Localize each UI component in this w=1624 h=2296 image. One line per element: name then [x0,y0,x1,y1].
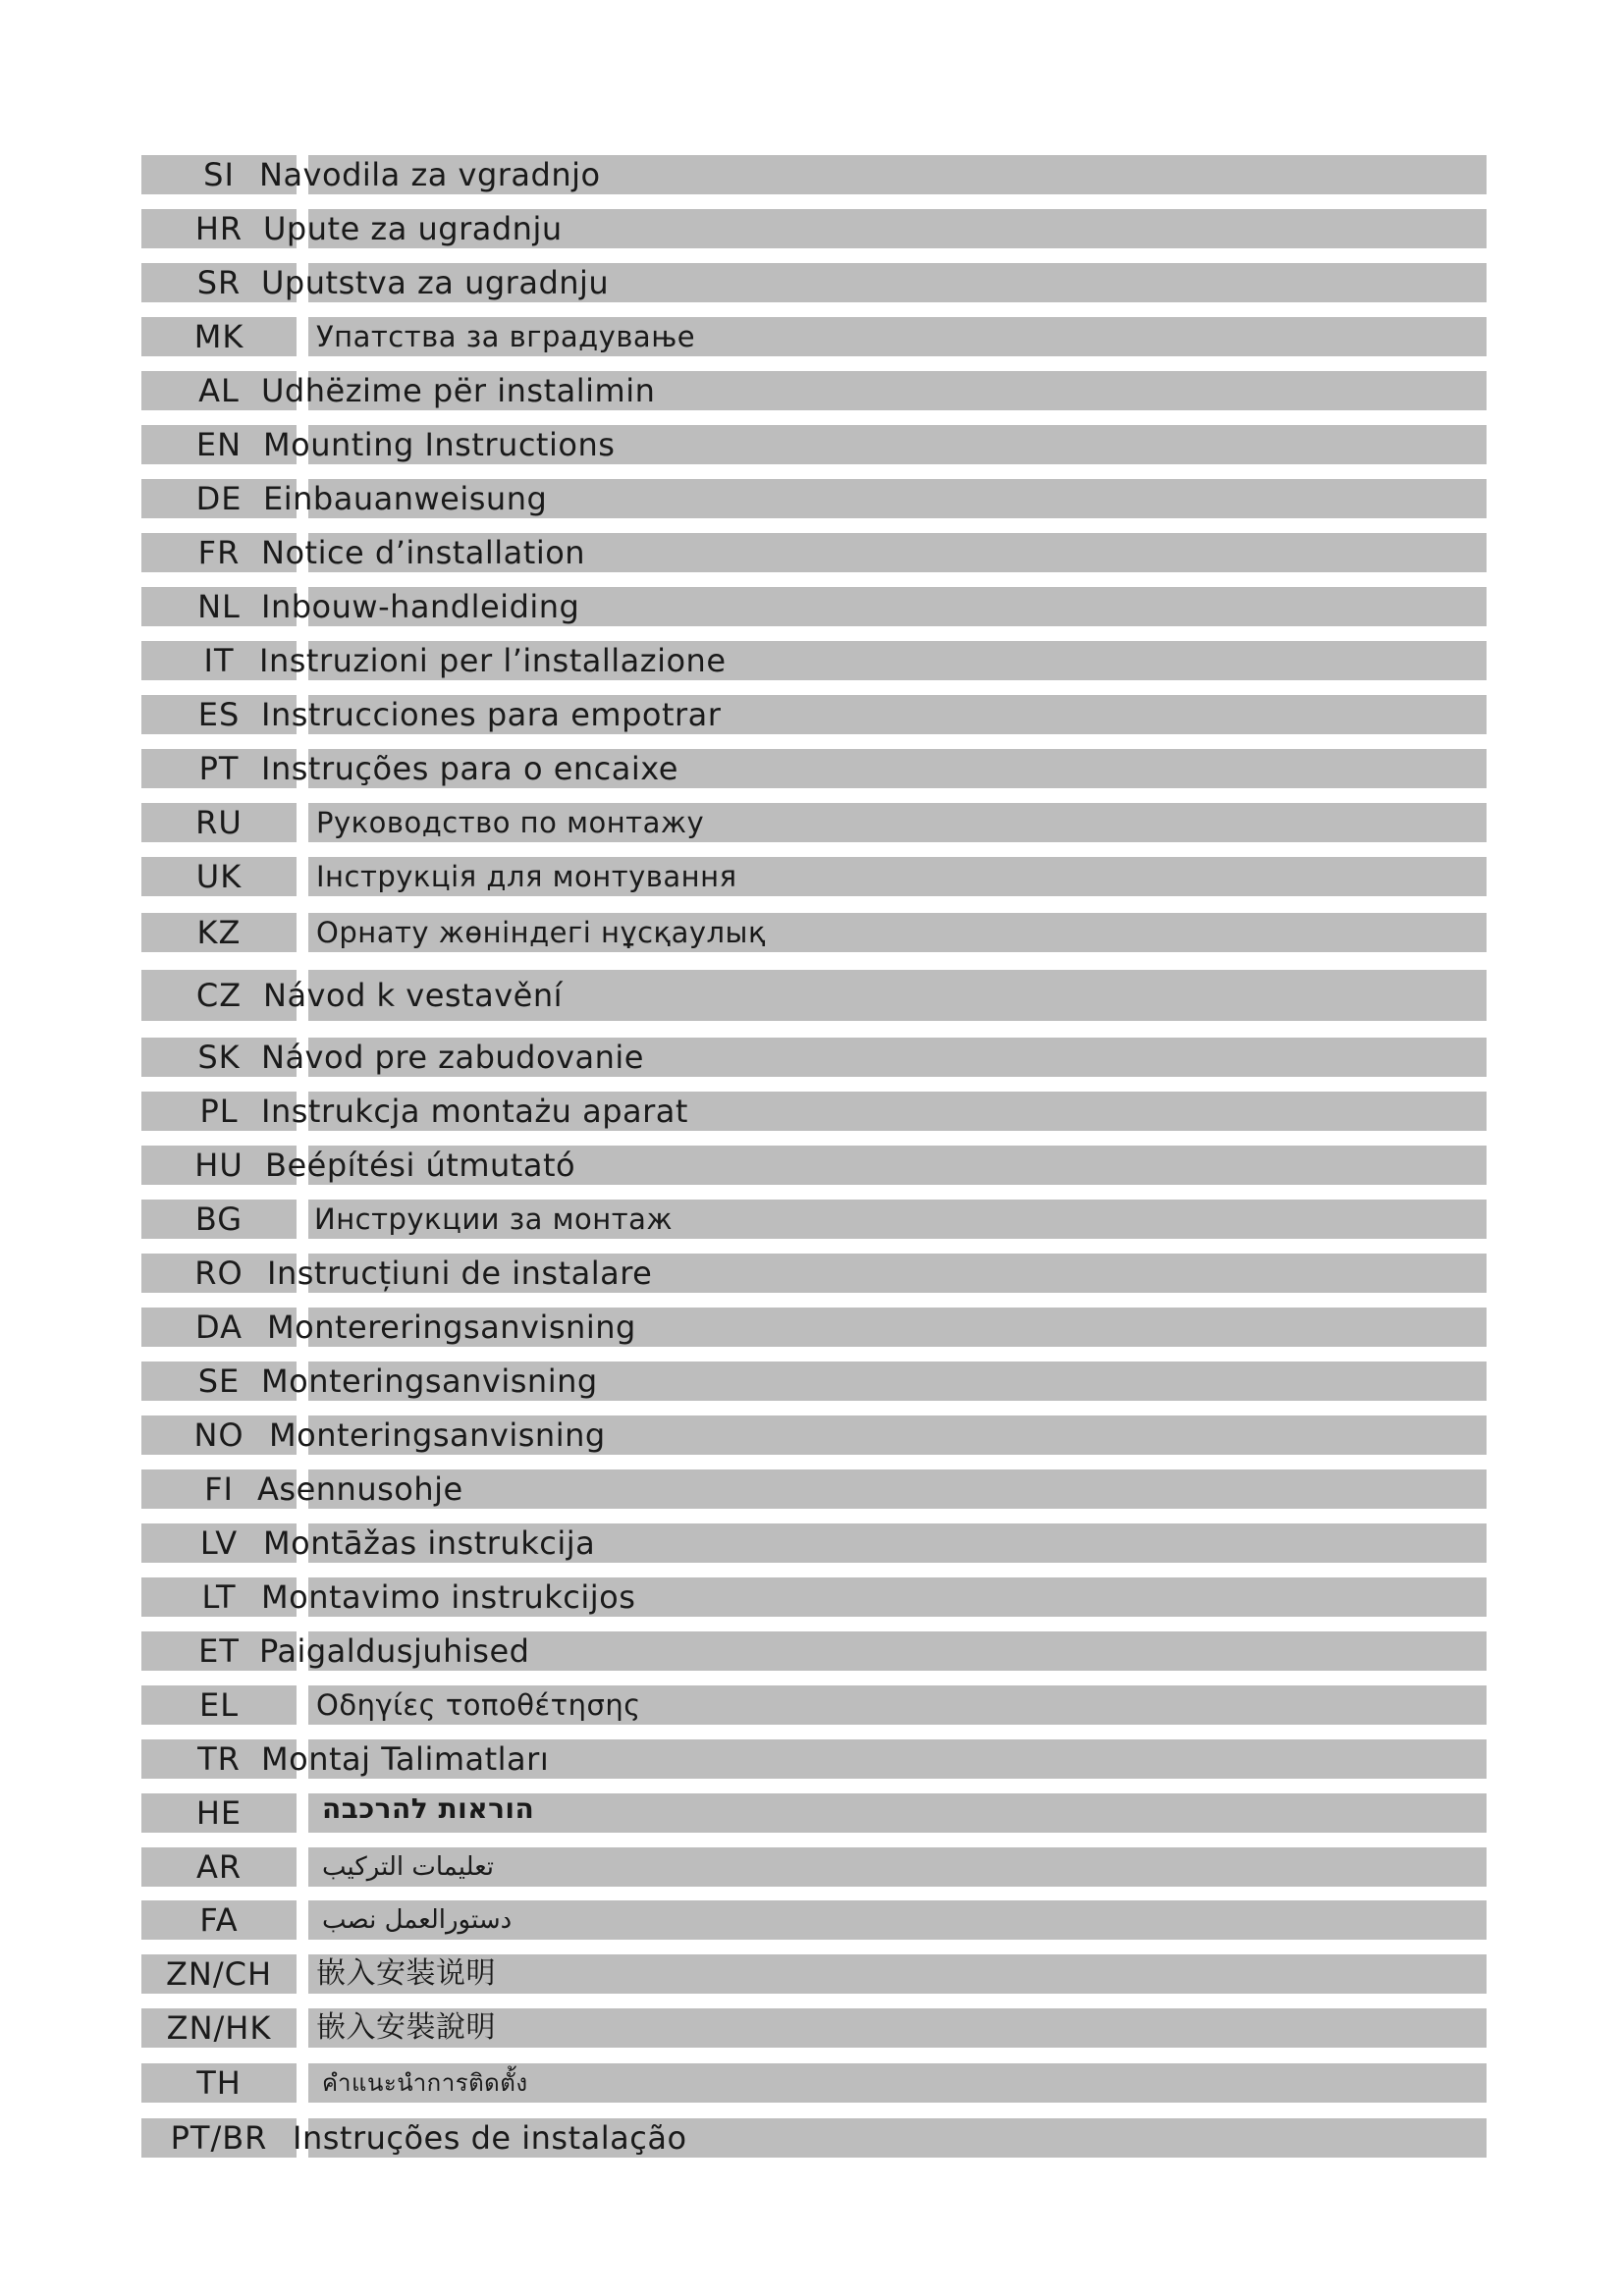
lang-title: Návod k vestavění [263,977,563,1014]
lang-row-fr [141,533,1487,572]
lang-code: TR [197,1740,241,1778]
lang-row-en [141,425,1487,464]
lang-code: RO [194,1255,244,1292]
lang-code: FR [197,534,241,571]
lang-title: Instruções para o encaixe [261,750,678,787]
lang-title: 嵌入安装说明 [316,1956,496,1991]
lang-row-uk [141,857,1487,896]
lang-title: دستورالعمل نصب [322,1905,513,1935]
lang-title: คำแนะนำการติดตั้ง [322,2069,528,2097]
lang-title: Инструкции за монтаж [314,1202,674,1236]
lang-title: 嵌入安裝說明 [316,2010,496,2045]
lang-title: Inbouw-handleiding [261,588,580,625]
lang-row-et [141,1631,1487,1671]
lang-row-ro [141,1254,1487,1293]
lang-code: HE [195,1794,243,1832]
lang-row-tr [141,1739,1487,1779]
lang-row-sk [141,1038,1487,1077]
lang-row-ar [141,1847,1487,1887]
lang-row-sr [141,263,1487,302]
lang-title: הוראות להרכבה [322,1792,535,1825]
lang-code: ES [197,696,241,733]
lang-row-it [141,641,1487,680]
lang-title: Paigaldusjuhised [259,1632,530,1670]
lang-row-se [141,1362,1487,1401]
lang-code: PT [198,750,240,787]
lang-row-al [141,371,1487,410]
lang-row-hu [141,1146,1487,1185]
lang-code: KZ [196,914,242,951]
lang-code: NO [193,1416,244,1454]
lang-row-lt [141,1577,1487,1617]
lang-title: Instrukcja montażu aparat [261,1093,688,1130]
lang-row-pt-br [141,2118,1487,2158]
lang-code: EN [195,426,243,463]
lang-code: PT/BR [170,2119,268,2157]
lang-code: PL [199,1093,239,1130]
lang-code: ZN/CH [165,1955,273,1993]
lang-code: DA [195,1308,243,1346]
lang-row-he [141,1793,1487,1833]
lang-row-th [141,2063,1487,2103]
lang-code: HR [194,210,244,247]
lang-row-cz [141,970,1487,1021]
lang-title: Návod pre zabudovanie [261,1039,644,1076]
lang-code: RU [195,804,243,841]
lang-code: SK [197,1039,241,1076]
lang-code: FI [204,1470,234,1508]
lang-code: FA [199,1901,239,1939]
lang-row-mk [141,317,1487,356]
lang-title: Instrucțiuni de instalare [267,1255,653,1292]
lang-row-zn-hk [141,2008,1487,2048]
lang-row-fi [141,1469,1487,1509]
lang-title: Упатства за вградување [316,320,696,353]
lang-code: TH [196,2064,242,2102]
lang-title: Instruzioni per l’installazione [259,642,727,679]
lang-row-bg [141,1200,1487,1239]
lang-code: SI [203,156,235,193]
lang-title: Montāžas instrukcija [263,1524,596,1562]
lang-title: Mounting Instructions [263,426,616,463]
lang-code: SE [197,1362,241,1400]
lang-code: UK [195,858,243,895]
lang-title: Instrucciones para empotrar [261,696,722,733]
lang-title: Uputstva za ugradnju [261,264,610,301]
lang-title: Орнату жөніндегі нұсқаулық [316,916,766,949]
lang-row-kz [141,913,1487,952]
lang-code: ET [198,1632,240,1670]
lang-title: Asennusohje [257,1470,463,1508]
lang-row-ru [141,803,1487,842]
lang-title: Monteringsanvisning [261,1362,598,1400]
lang-code: DE [195,480,243,517]
lang-row-pt [141,749,1487,788]
lang-code: NL [197,588,241,625]
lang-code: LT [201,1578,237,1616]
lang-code: AR [195,1848,243,1886]
lang-code: BG [194,1201,244,1238]
lang-code: IT [203,642,235,679]
lang-title: Upute za ugradnju [263,210,563,247]
lang-row-zn-ch [141,1954,1487,1994]
lang-title: Montavimo instrukcijos [261,1578,636,1616]
lang-code: ZN/HK [166,2009,272,2047]
lang-row-da [141,1308,1487,1347]
lang-title: Notice d’installation [261,534,586,571]
lang-row-nl [141,587,1487,626]
lang-row-si [141,155,1487,194]
lang-row-pl [141,1092,1487,1131]
lang-title: تعليمات التركيب [322,1852,495,1882]
lang-title: Monteringsanvisning [269,1416,606,1454]
lang-code: SR [196,264,242,301]
lang-title: Einbauanweisung [263,480,548,517]
lang-code: EL [198,1686,240,1724]
lang-row-hr [141,209,1487,248]
lang-title: Montereringsanvisning [267,1308,636,1346]
lang-code: CZ [195,977,243,1014]
lang-code: LV [199,1524,239,1562]
lang-code: HU [194,1147,244,1184]
lang-title: Instruções de instalação [293,2119,687,2157]
lang-row-el [141,1685,1487,1725]
lang-title: Udhëzime për instalimin [261,372,656,409]
lang-title: Руководство по монтажу [316,806,705,839]
lang-code: AL [198,372,240,409]
lang-row-lv [141,1523,1487,1563]
lang-row-es [141,695,1487,734]
lang-title: Navodila za vgradnjo [259,156,601,193]
lang-title: Інструкція для монтування [316,860,737,893]
lang-code: MK [193,318,244,355]
lang-row-no [141,1415,1487,1455]
lang-title: Beépítési útmutató [265,1147,576,1184]
lang-row-fa [141,1900,1487,1940]
lang-title: Montaj Talimatları [261,1740,550,1778]
lang-row-de [141,479,1487,518]
lang-title: Οδηγίες τοποθέτησης [316,1688,641,1722]
